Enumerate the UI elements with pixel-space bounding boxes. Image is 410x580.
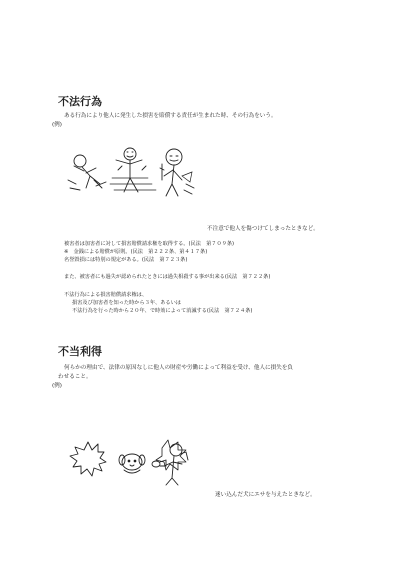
unjust-enrichment-example-label: (例) [52,383,62,389]
tort-paragraph: 名誉毀損には特別の規定がある。(民法 第７２３条) [64,257,188,263]
tort-paragraph: 被害者は加害者に対して損害賠償請求権を取得する。(民法 第７０９条) [64,241,235,247]
tort-paragraph: ※ 金銭による賠償が原則。(民法 第２２２条、第４１７条) [64,249,208,255]
dog-feeding-illustration [66,430,196,485]
tort-paragraph: 不法行為による損害賠償請求権は、 [64,292,148,298]
tort-paragraph: 損害及び加害者を知った時から３年、あるいは [72,300,181,306]
burst-icon [70,442,106,476]
tort-example-label: (例) [52,122,62,128]
figure-head [74,155,86,167]
section-heading-unjust-enrichment: 不当利得 [58,345,102,358]
stick-figures-illustration [66,140,196,198]
unjust-enrichment-definition: わせること。 [58,374,92,380]
tort-paragraph: 不法行為を行った時から２０年、で時効によって消滅する(民法 第７２４条) [72,308,253,314]
tort-caption: 不注意で他人を傷つけてしまったときなど。 [207,226,319,232]
tort-paragraph: また、被害者にも過失が認められたときには過失相殺する事が出来る(民法 第７２２条) [64,274,271,280]
section-heading-tort: 不法行為 [58,95,102,108]
figure-body [74,166,100,188]
unjust-enrichment-definition: 何らかの理由で、法律の原因なしに他人の財産や労働によって利益を受け、他人に損失を負 [64,365,294,371]
tort-definition: ある行為により他人に発生した損害を賠償する責任が生まれた時、その行為をいう。 [64,113,277,119]
unjust-enrichment-caption: 迷い込んだ犬にエサを与えたときなど。 [215,492,316,498]
